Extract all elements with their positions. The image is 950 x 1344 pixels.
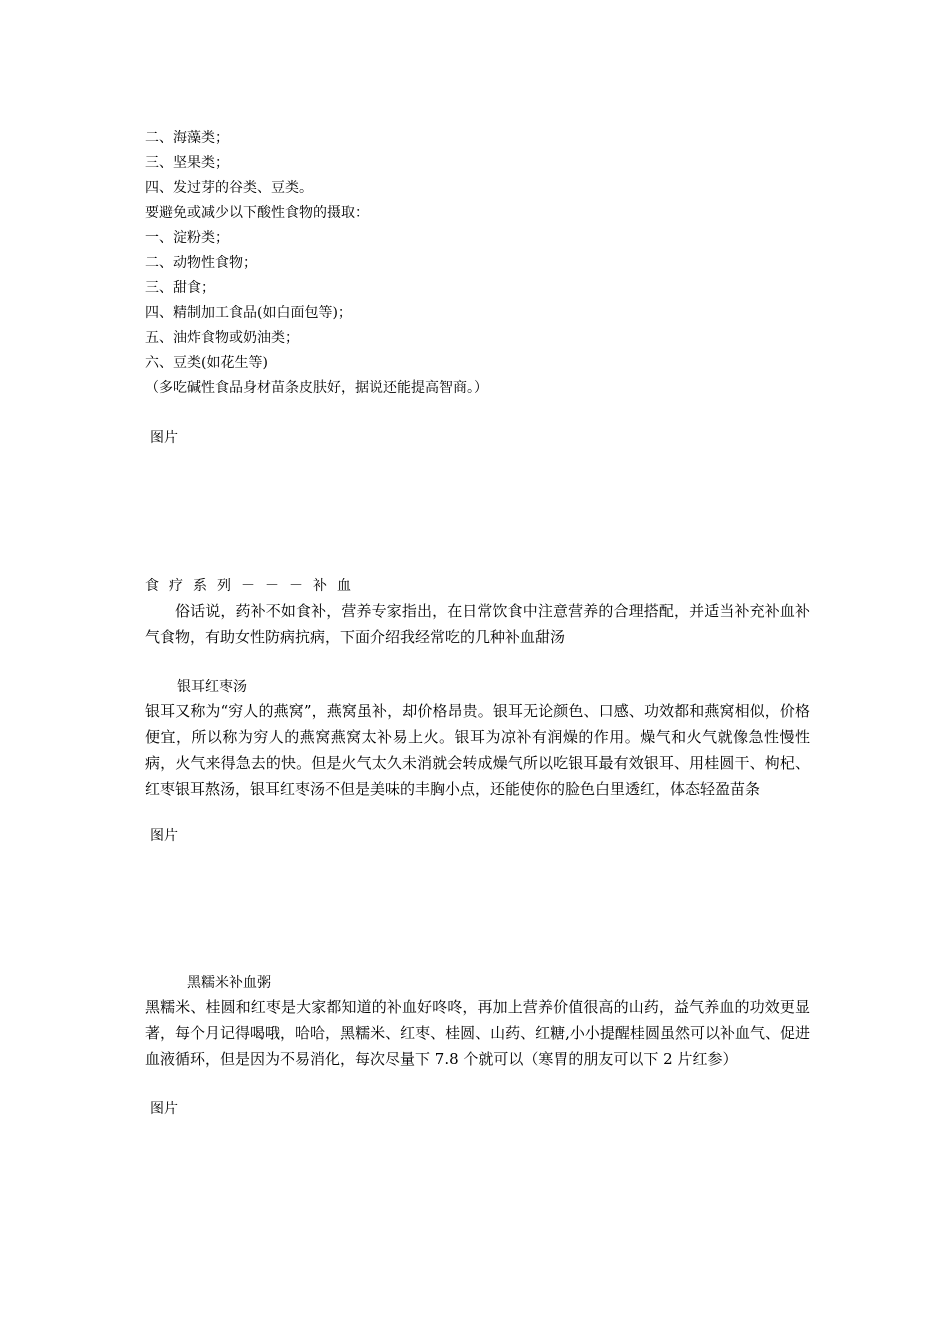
acid-item-1: 一、淀粉类； — [145, 230, 229, 246]
acid-item-6: 六、豆类(如花生等) — [145, 355, 268, 371]
alkaline-item-4: 四、发过芽的谷类、豆类。 — [145, 180, 313, 196]
alkaline-item-3: 三、坚果类； — [145, 155, 229, 171]
image-placeholder-label: 图片 — [150, 430, 178, 446]
recipe-body-heinuomi: 黑糯米、桂圆和红枣是大家都知道的补血好咚咚，再加上营养价值很高的山药，益气养血的功效更显著，每个月记得喝哦，哈哈，黑糯米、红枣、桂圆、山药、红糖,小小提醒桂圆虽然可以补血气、促进血液循环，但是因为不易消化，每次尽量下 7.8 个就可以（寒胃的朋友可以下 2 片红参） — [145, 998, 810, 1068]
recipe-body-yiner: 银耳又称为“穷人的燕窝”，燕窝虽补，却价格昂贵。银耳无论颜色、口感、功效都和燕窝相似，价格便宜，所以称为穷人的燕窝燕窝太补易上火。银耳为凉补有润燥的作用。燥气和火气就像急性慢性病，火气来得急去的快。但是火气太久未消就会转成燥气所以吃银耳最有效银耳、用桂圆干、枸杞、红枣银耳熬汤，银耳红枣汤不但是美味的丰胸小点，还能使你的脸色白里透红，体态轻盈苗条 — [145, 702, 810, 798]
image-placeholder-label: 图片 — [150, 1101, 178, 1117]
recipe-title-heinuomi: 黑糯米补血粥 — [187, 975, 271, 991]
recipe-title-yiner: 银耳红枣汤 — [177, 679, 247, 695]
acid-item-4: 四、精制加工食品(如白面包等)； — [145, 305, 352, 321]
acid-item-3: 三、甜食； — [145, 280, 215, 296]
alkaline-item-2: 二、海藻类； — [145, 130, 229, 146]
acid-intro: 要避免或减少以下酸性食物的摄取： — [145, 205, 369, 221]
acid-item-2: 二、动物性食物； — [145, 255, 257, 271]
image-placeholder-label: 图片 — [150, 828, 178, 844]
series-intro: 俗话说，药补不如食补，营养专家指出，在日常饮食中注意营养的合理搭配，并适当补充补血补气食物，有助女性防病抗病，下面介绍我经常吃的几种补血甜汤 — [145, 602, 810, 646]
alkaline-note: （多吃碱性食品身材苗条皮肤好，据说还能提高智商。） — [145, 380, 488, 396]
series-title: 食疗系列－－－补血 — [145, 578, 361, 594]
acid-item-5: 五、油炸食物或奶油类； — [145, 330, 299, 346]
